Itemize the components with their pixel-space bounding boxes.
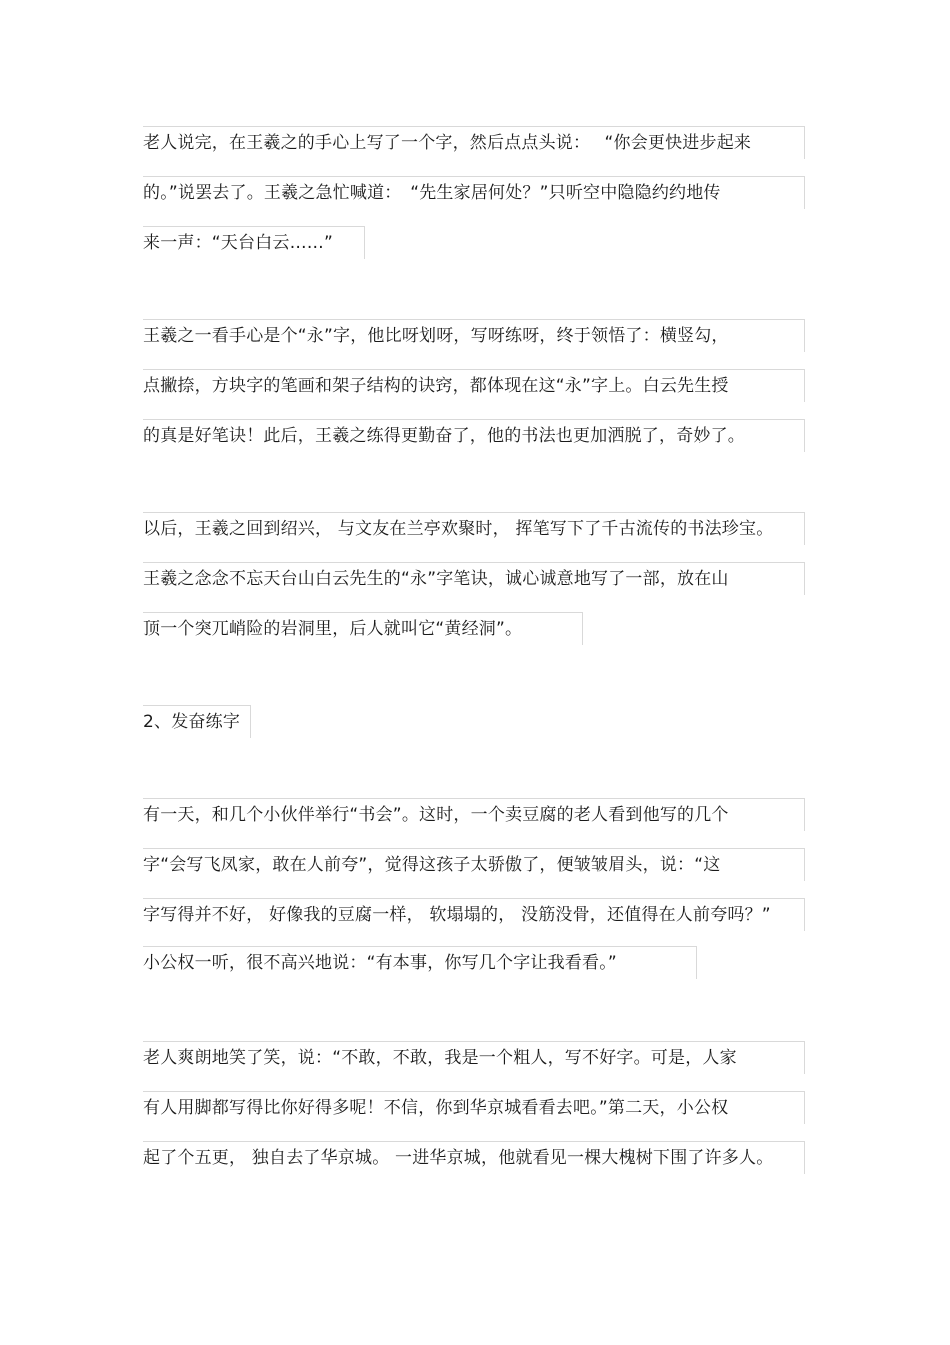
text-line: 老人说完，在王羲之的手心上写了一个字，然后点点头说： “你会更快进步起来: [143, 133, 752, 153]
text-line: 王羲之一看手心是个“永”字，他比呀划呀，写呀练呀，终于领悟了：横竖勾，: [143, 326, 729, 346]
text-line: 有人用脚都写得比你好得多呢！不信，你到华京城看看去吧。”第二天，小公权: [143, 1098, 729, 1118]
text-line: 有一天，和几个小伙伴举行“书会”。这时，一个卖豆腐的老人看到他写的几个: [143, 805, 729, 825]
text-line: 小公权一听，很不高兴地说：“有本事，你写几个字让我看看。”: [143, 953, 617, 973]
text-line: 以后，王羲之回到绍兴， 与文友在兰亭欢聚时， 挥笔写下了千古流传的书法珍宝。: [143, 519, 774, 539]
text-line: 的。”说罢去了。王羲之急忙喊道： “先生家居何处？”只听空中隐隐约约地传: [143, 183, 721, 203]
heading-text: 2、发奋练字: [143, 712, 241, 732]
text-line: 字“会写飞凤家，敢在人前夸”，觉得这孩子太骄傲了，便皱皱眉头，说：“这: [143, 855, 721, 875]
text-line: 的真是好笔诀！此后，王羲之练得更勤奋了，他的书法也更加洒脱了，奇妙了。: [143, 426, 745, 446]
text-line: 起了个五更， 独自去了华京城。 一进华京城，他就看见一棵大槐树下围了许多人。: [143, 1148, 774, 1168]
text-line: 字写得并不好， 好像我的豆腐一样， 软塌塌的， 没筋没骨，还值得在人前夸吗？”: [143, 905, 771, 925]
text-line: 点撇捺，方块字的笔画和架子结构的诀窍，都体现在这“永”字上。白云先生授: [143, 376, 729, 396]
text-line: 老人爽朗地笑了笑，说：“不敢，不敢，我是一个粗人，写不好字。可是，人家: [143, 1048, 737, 1068]
text-line: 来一声：“天台白云……”: [143, 233, 334, 253]
text-line: 王羲之念念不忘天台山白云先生的“永”字笔诀，诚心诚意地写了一部，放在山: [143, 569, 729, 589]
text-line: 顶一个突兀峭险的岩洞里，后人就叫它“黄经洞”。: [143, 619, 523, 639]
